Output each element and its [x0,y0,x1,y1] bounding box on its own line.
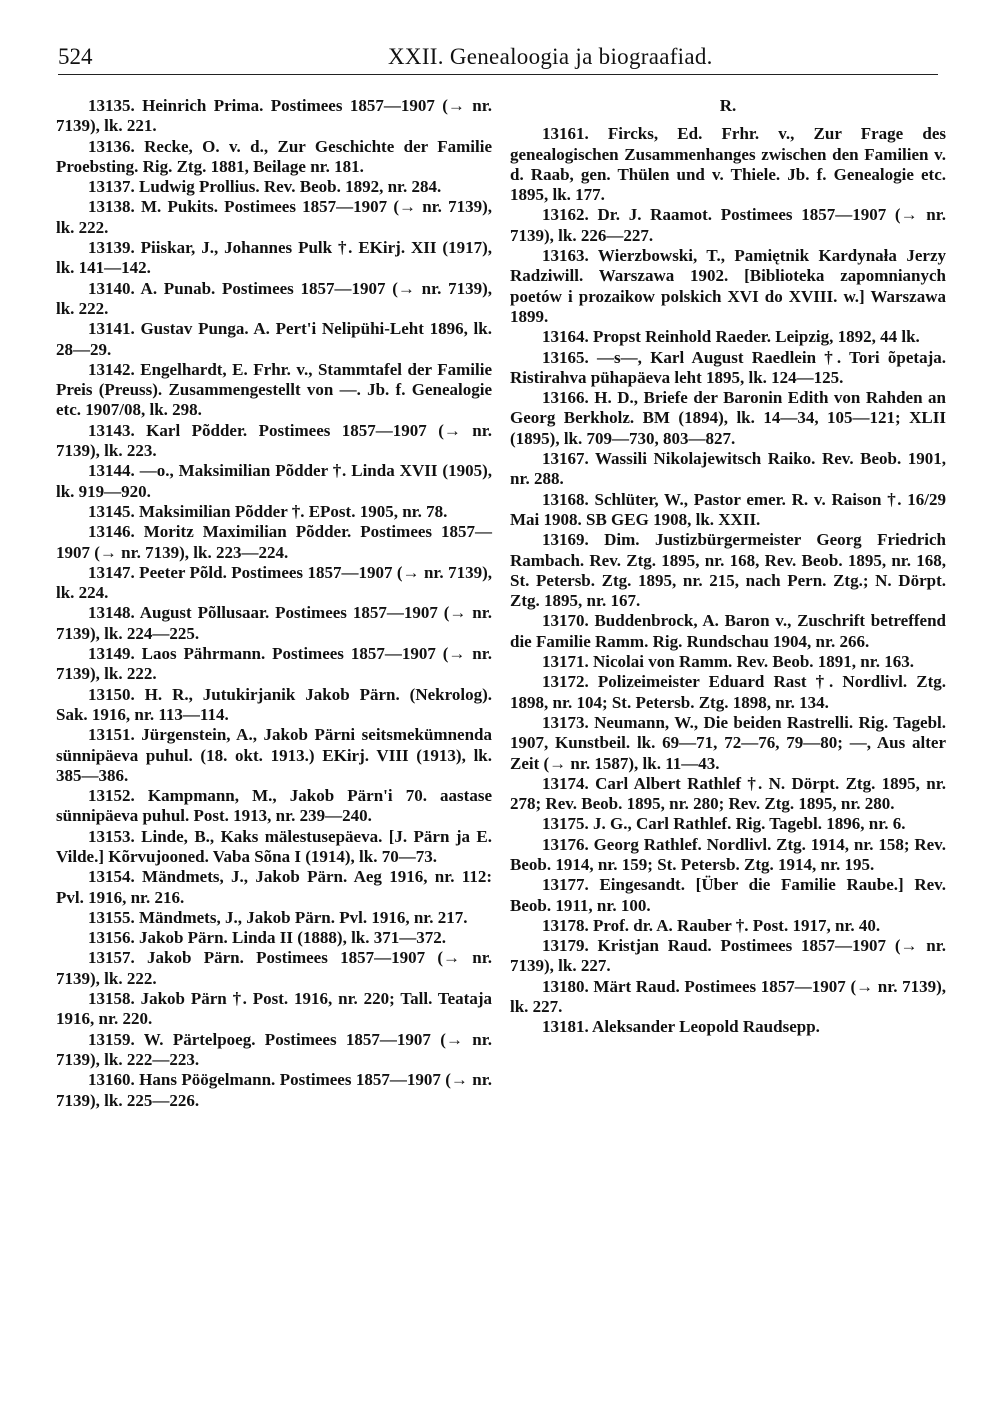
header-rule [58,74,938,75]
bibliography-entry: 13159. W. Pärtelpoeg. Postimees 1857—1907 (→ nr. 7139), lk. 222—223. [56,1029,492,1069]
bibliography-entry: 13176. Georg Rathlef. Nordlivl. Ztg. 1914, nr. 158; Rev. Beob. 1914, nr. 159; St. Petersb. Ztg. 1914, nr. 195. [510,834,946,874]
bibliography-entry: 13144. —o., Maksimilian Põdder †. Linda XVII (1905), lk. 919—920. [56,461,492,501]
bibliography-entry: 13162. Dr. J. Raamot. Postimees 1857—1907 (→ nr. 7139), lk. 226—227. [510,205,946,245]
bibliography-entry: 13174. Carl Albert Rathlef †. N. Dörpt. Ztg. 1895, nr. 278; Rev. Beob. 1895, nr. 280; Rev. Ztg. 1895, nr. 280. [510,773,946,814]
bibliography-entry: 13175. J. G., Carl Rathlef. Rig. Tagebl. 1896, nr. 6. [542,814,906,834]
bibliography-entry: 13142. Engelhardt, E. Frhr. v., Stammtafel der Familie Preis (Preuss). Zusammengestellt von —. Jb. f. Genealogie etc. 1907/08, lk. 298. [56,359,492,420]
bibliography-entry: 13179. Kristjan Raud. Postimees 1857—1907 (→ nr. 7139), lk. 227. [510,936,946,976]
bibliography-entry: 13145. Maksimilian Põdder †. EPost. 1905, nr. 78. [88,501,448,521]
bibliography-entry: 13136. Recke, O. v. d., Zur Geschichte der Familie Proebsting. Rig. Ztg. 1881, Beilage nr. 181. [56,136,492,176]
bibliography-entry: 13135. Heinrich Prima. Postimees 1857—1907 (→ nr. 7139), lk. 221. [56,96,492,136]
bibliography-entry: 13177. Eingesandt. [Über die Familie Raube.] Rev. Beob. 1911, nr. 100. [510,875,946,915]
bibliography-entry: 13147. Peeter Põld. Postimees 1857—1907 (→ nr. 7139), lk. 224. [56,562,492,603]
bibliography-entry: 13164. Propst Reinhold Raeder. Leipzig, 1892, 44 lk. [542,327,920,347]
bibliography-entry: 13151. Jürgenstein, A., Jakob Pärni seitsmekümnenda sünnipäeva puhul. (18. okt. 1913.) EKirj. VIII (1913), lk. 385—386. [56,725,492,785]
bibliography-entry: 13181. Aleksander Leopold Raudsepp. [542,1017,820,1037]
bibliography-entry: 13140. A. Punab. Postimees 1857—1907 (→ nr. 7139), lk. 222. [56,278,492,318]
bibliography-entry: 13141. Gustav Punga. A. Pert'i Nelipühi-Leht 1896, lk. 28—29. [56,319,492,359]
bibliography-entry: 13158. Jakob Pärn †. Post. 1916, nr. 220; Tall. Teataja 1916, nr. 220. [56,989,492,1029]
bibliography-entry: 13163. Wierzbowski, T., Pamiętnik Kardynała Jerzy Radziwill. Warszawa 1902. [Biblioteka zapomnianych poetów i prozaikow polskich XVI do XVIII. w.] Warszawa 1899. [510,246,946,326]
bibliography-entry: 13150. H. R., Jutukirjanik Jakob Pärn. (Nekrolog). Sak. 1916, nr. 113—114. [56,684,492,724]
bibliography-entry: 13148. August Põllusaar. Postimees 1857—1907 (→ nr. 7139), lk. 224—225. [56,603,492,643]
bibliography-entry: 13143. Karl Põdder. Postimees 1857—1907 (→ nr. 7139), lk. 223. [56,420,492,461]
bibliography-entry: 13138. M. Pukits. Postimees 1857—1907 (→ nr. 7139), lk. 222. [56,197,492,237]
bibliography-entry: 13152. Kampmann, M., Jakob Pärn'i 70. aastase sünnipäeva puhul. Post. 1913, nr. 239—240. [56,786,492,826]
page-header [58,40,938,80]
bibliography-entry: 13166. H. D., Briefe der Baronin Edith von Rahden an Georg Berkholz. BM (1894), lk. 14—34, 105—121; XLII (1895), lk. 709—730, 803—827. [510,388,946,448]
bibliography-entry: 13168. Schlüter, W., Pastor emer. R. v. Raison †. 16/29 Mai 1908. SB GEG 1908, lk. XXII. [510,489,946,529]
bibliography-entry: 13139. Piiskar, J., Johannes Pulk †. EKirj. XII (1917), lk. 141—142. [56,238,492,278]
bibliography-entry: 13171. Nicolai von Ramm. Rev. Beob. 1891, nr. 163. [542,652,914,672]
bibliography-entry: 13146. Moritz Maximilian Põdder. Postimees 1857—1907 (→ nr. 7139), lk. 223—224. [56,522,492,562]
running-title: XXII. Genealoogia ja biograafiad. [388,44,713,69]
right-column [510,96,946,1038]
page-number: 524 [58,44,93,69]
bibliography-entry: 13180. Märt Raud. Postimees 1857—1907 (→ nr. 7139), lk. 227. [510,976,946,1017]
bibliography-entry: 13157. Jakob Pärn. Postimees 1857—1907 (→ nr. 7139), lk. 222. [56,948,492,988]
bibliography-entry: 13167. Wassili Nikolajewitsch Raiko. Rev. Beob. 1901, nr. 288. [510,449,946,489]
bibliography-entry: 13161. Fircks, Ed. Frhr. v., Zur Frage des genealogischen Zusammenhanges zwischen den Familien v. d. Raab, gen. Thülen und v. Thiele. Jb. f. Genealogie etc. 1895, lk. 177. [510,124,946,205]
left-column [56,96,492,1111]
section-heading: R. [719,96,737,115]
bibliography-entry: 13172. Polizeimeister Eduard Rast †. Nordlivl. Ztg. 1898, nr. 104; St. Petersb. Ztg. 1898, nr. 134. [510,672,946,712]
bibliography-entry: 13170. Buddenbrock, A. Baron v., Zuschrift betreffend die Familie Ramm. Rig. Rundschau 1904, nr. 266. [510,611,946,651]
bibliography-entry: 13153. Linde, B., Kaks mälestusepäeva. [J. Pärn ja E. Vilde.] Kõrvujooned. Vaba Sõna I (1914), lk. 70—73. [56,826,492,866]
bibliography-entry: 13156. Jakob Pärn. Linda II (1888), lk. 371—372. [88,928,446,948]
bibliography-entry: 13149. Laos Pährmann. Postimees 1857—1907 (→ nr. 7139), lk. 222. [56,644,492,684]
bibliography-entry: 13155. Mändmets, J., Jakob Pärn. Pvl. 1916, nr. 217. [88,907,468,927]
bibliography-entry: 13169. Dim. Justizbürgermeister Georg Friedrich Rambach. Rev. Ztg. 1895, nr. 168, Rev. Beob. 1895, nr. 168, St. Petersb. Ztg. 1895, nr. 215, nach Pern. Ztg.; N. Dörpt. Ztg. 1895, nr. 167. [510,530,946,611]
bibliography-entry: 13178. Prof. dr. A. Rauber †. Post. 1917, nr. 40. [542,915,881,935]
bibliography-entry: 13137. Ludwig Prollius. Rev. Beob. 1892, nr. 284. [88,177,442,197]
bibliography-entry: 13160. Hans Pöögelmann. Postimees 1857—1907 (→ nr. 7139), lk. 225—226. [56,1070,492,1110]
bibliography-entry: 13173. Neumann, W., Die beiden Rastrelli. Rig. Tagebl. 1907, Kunstbeil. lk. 69—71, 72—76, 79—80; —, Aus alter Zeit (→ nr. 1587), lk. 11—43. [510,712,946,773]
bibliography-entry: 13165. —s—, Karl August Raedlein †. Tori õpetaja. Ristirahva pühapäeva leht 1895, lk. 124—125. [510,347,946,387]
bibliography-entry: 13154. Mändmets, J., Jakob Pärn. Aeg 1916, nr. 112: Pvl. 1916, nr. 216. [56,867,492,907]
